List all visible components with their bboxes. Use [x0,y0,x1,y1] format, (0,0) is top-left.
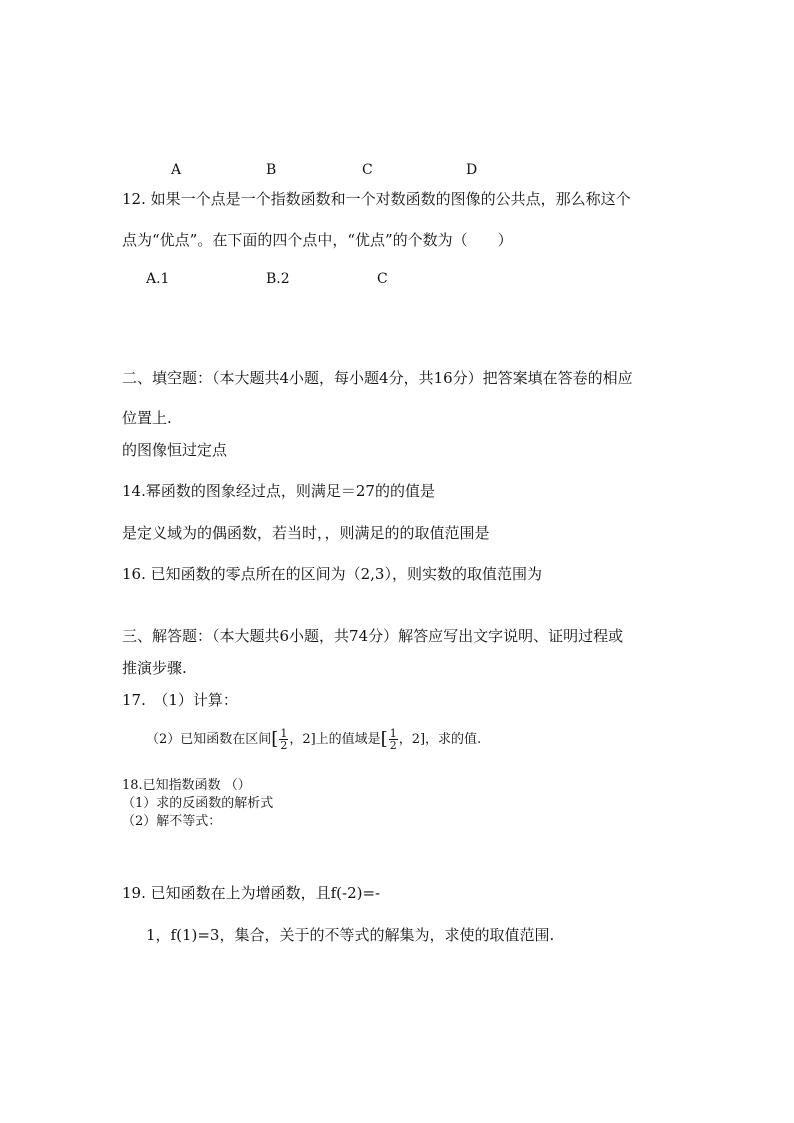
q15-text: 是定义域为的偶函数，若当时，，则满足的的取值范围是 [122,524,490,542]
q11-option-a: A [171,162,182,178]
fraction-numerator: 1 [389,727,397,740]
q18-line-1: 18.已知指数函数 （） [122,778,251,793]
q12-line-1: 12. 如果一个点是一个指数函数和一个对数函数的图像的公共点，那么称这个 [122,190,631,208]
q12-option-b: B.2 [266,271,290,287]
fraction-one-half [279,728,288,751]
fraction-denominator: 2 [280,739,288,752]
q18-line-2: （1）求的反函数的解析式 [122,796,274,811]
q11-option-c: C [362,162,373,178]
q12-option-a: A.1 [146,271,170,287]
section2-heading-line-2: 位置上. [122,409,172,427]
q17-part-2 [146,728,481,751]
q17-part-2-text-a: （2）已知函数在区间 [146,732,272,747]
left-bracket: [ [271,728,279,750]
q18-line-3: （2）解不等式： [122,814,222,829]
left-bracket: [ [380,728,388,750]
fraction-numerator: 1 [280,727,288,740]
q19-line-2: 1，f(1)=3，集合，关于的不等式的解集为，求使的取值范围. [146,926,555,944]
section3-heading-line-1: 三、解答题：（本大题共6小题，共74分）解答应写出文字说明、证明过程或 [122,627,624,645]
section2-heading-line-1: 二、填空题：（本大题共4小题，每小题4分，共16分）把答案填在答卷的相应 [122,369,633,387]
q11-option-d: D [466,162,478,178]
q14-text: 14.幂函数的图象经过点，则满足＝27的的值是 [122,482,435,500]
section3-heading-line-2: 推演步骤. [122,659,187,677]
q17-part-2-text-c: ，2]，求的值. [398,732,482,747]
fraction-denominator: 2 [389,739,397,752]
q17-part-1: 17. （1）计算： [122,691,238,709]
q16-text: 16. 已知函数的零点所在的区间为（2,3），则实数的取值范围为 [122,565,542,583]
q11-option-b: B [266,162,277,178]
q17-part-2-text-b: ，2]上的值域是 [289,732,381,747]
q13-text: 的图像恒过定点 [122,441,228,459]
q12-option-c: C [377,271,388,287]
fraction-one-half [389,728,398,751]
q19-line-1: 19. 已知函数在上为增函数，且f(-2)=- [122,884,381,902]
q12-line-2: 点为“优点”。在下面的四个点中，“优点”的个数为（ ） [122,231,513,249]
